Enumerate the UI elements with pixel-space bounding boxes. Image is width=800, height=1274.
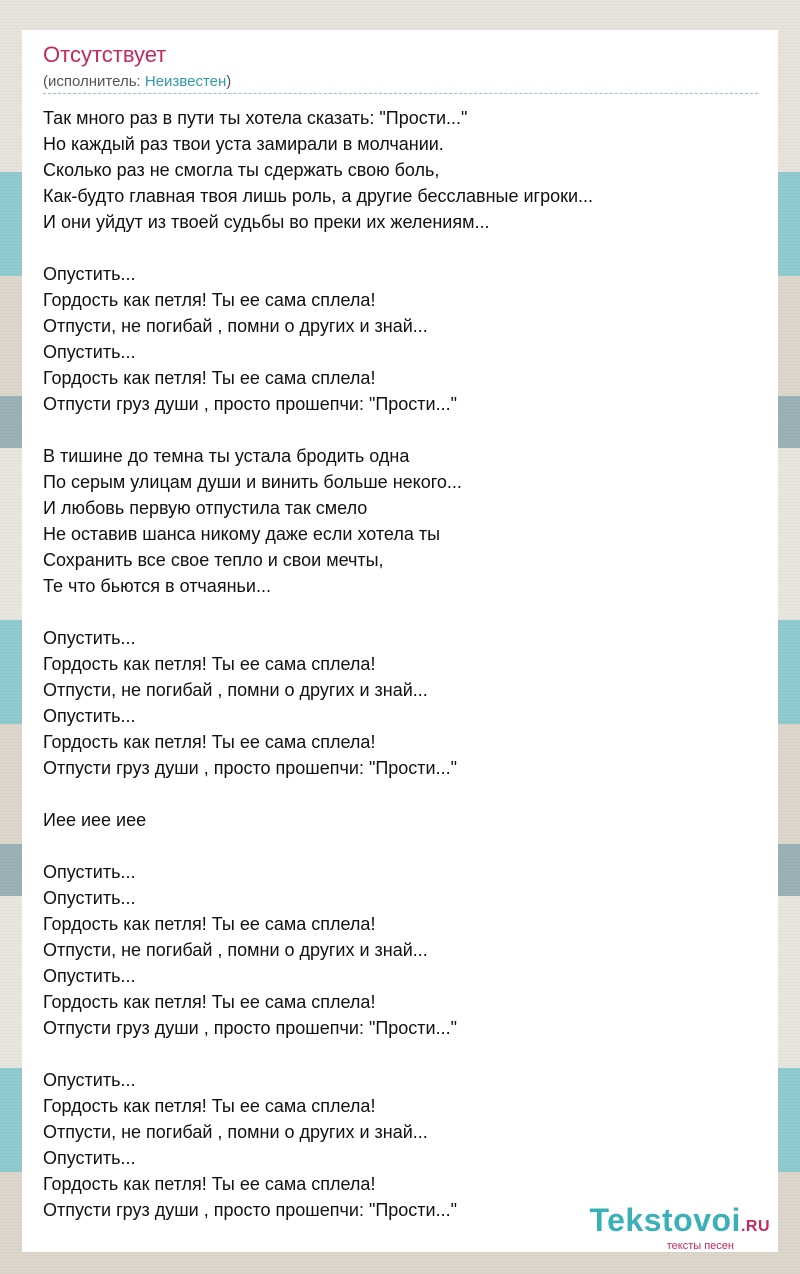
lyrics-line: Иее иее иее (43, 810, 147, 830)
lyrics-line: Гордость как петля! Ты ее сама сплела! (43, 1174, 376, 1194)
lyrics-line: Отпусти, не погибай , помни о других и знай... (43, 1122, 428, 1142)
lyrics-line: Опустить... (43, 966, 136, 986)
lyrics-blank-line (43, 599, 758, 625)
lyrics-line: Отпусти груз души , просто прошепчи: "Прости..." (43, 1200, 457, 1220)
lyrics-card (22, 30, 778, 1252)
lyrics-line: В тишине до темна ты устала бродить одна (43, 446, 410, 466)
lyrics-line: Опустить... (43, 862, 136, 882)
lyrics-line: Опустить... (43, 264, 136, 284)
lyrics-line: Отпусти, не погибай , помни о других и знай... (43, 316, 428, 336)
lyrics-line: Не оставив шанса никому даже если хотела ты (43, 524, 441, 544)
lyrics-line: Как-будто главная твоя лишь роль, а другие бесславные игроки... (43, 186, 594, 206)
lyrics-line: Опустить... (43, 1070, 136, 1090)
lyrics-line: Отпусти груз души , просто прошепчи: "Прости..." (43, 758, 457, 778)
lyrics-line: Отпусти, не погибай , помни о других и знай... (43, 680, 428, 700)
lyrics-line: Гордость как петля! Ты ее сама сплела! (43, 914, 376, 934)
lyrics-line: Опустить... (43, 1148, 136, 1168)
lyrics-line: Гордость как петля! Ты ее сама сплела! (43, 1096, 376, 1116)
logo-brand: Tekstovoi (589, 1202, 741, 1238)
lyrics-line: Гордость как петля! Ты ее сама сплела! (43, 368, 376, 388)
lyrics-blank-line (43, 781, 758, 807)
artist-line (43, 73, 231, 90)
lyrics-blank-line (43, 833, 758, 859)
lyrics-line: И они уйдут из твоей судьбы во преки их желениям... (43, 212, 490, 232)
lyrics-line: Опустить... (43, 706, 136, 726)
lyrics-line: Те что бьются в отчаяньи... (43, 576, 271, 596)
artist-link[interactable]: Неизвестен (144, 73, 227, 90)
artist-prefix: (исполнитель: (43, 73, 145, 90)
site-logo[interactable] (589, 1203, 770, 1252)
lyrics-blank-line (43, 1041, 758, 1067)
lyrics-line: Сколько раз не смогла ты сдержать свою боль, (43, 160, 440, 180)
lyrics-line: Гордость как петля! Ты ее сама сплела! (43, 290, 376, 310)
lyrics-line: Опустить... (43, 888, 136, 908)
lyrics-blank-line (43, 235, 758, 261)
lyrics-line: Но каждый раз твои уста замирали в молчании. (43, 134, 444, 154)
lyrics-line: И любовь первую отпустила так смело (43, 498, 368, 518)
lyrics-line: Гордость как петля! Ты ее сама сплела! (43, 654, 376, 674)
artist-suffix: ) (226, 73, 232, 90)
lyrics-blank-line (43, 417, 758, 443)
lyrics-text (43, 105, 758, 1223)
lyrics-line: Гордость как петля! Ты ее сама сплела! (43, 732, 376, 752)
lyrics-line: Гордость как петля! Ты ее сама сплела! (43, 992, 376, 1012)
lyrics-line: По серым улицам души и винить больше некого... (43, 472, 462, 492)
lyrics-line: Опустить... (43, 342, 136, 362)
lyrics-line: Так много раз в пути ты хотела сказать: "Прости..." (43, 108, 468, 128)
logo-tld: .RU (740, 1218, 770, 1235)
song-title: Отсутствует (43, 42, 167, 67)
lyrics-line: Отпусти груз души , просто прошепчи: "Прости..." (43, 1018, 457, 1038)
logo-tagline: тексты песен (666, 1240, 734, 1252)
lyrics-line: Сохранить все свое тепло и свои мечты, (43, 550, 384, 570)
lyrics-line: Отпусти, не погибай , помни о других и знай... (43, 940, 428, 960)
lyrics-line: Опустить... (43, 628, 136, 648)
divider (43, 93, 758, 94)
lyrics-line: Отпусти груз души , просто прошепчи: "Прости..." (43, 394, 457, 414)
